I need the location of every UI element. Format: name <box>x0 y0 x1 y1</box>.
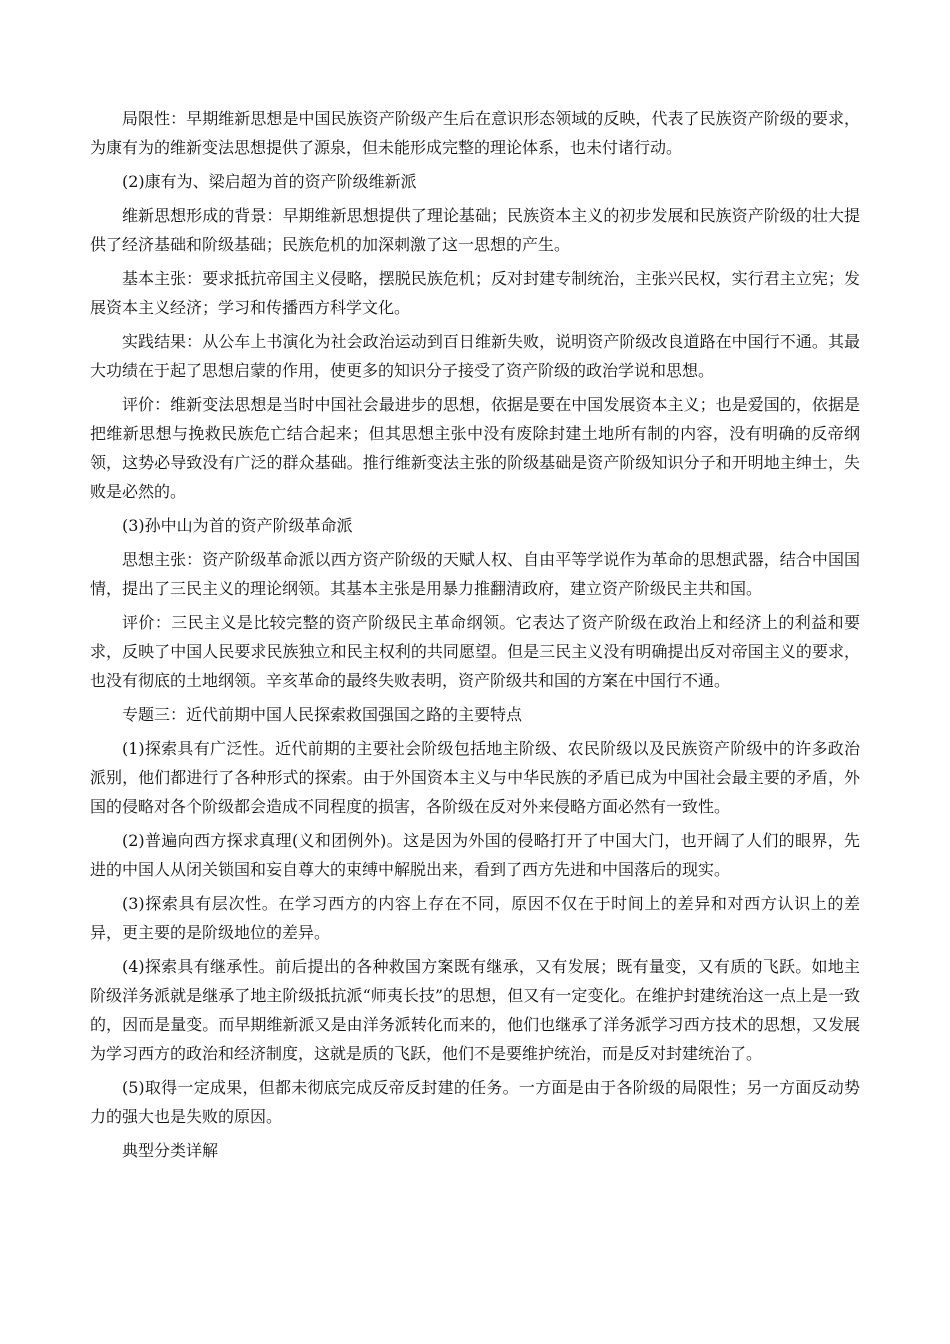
topic-three-heading: 专题三：近代前期中国人民探索救国强国之路的主要特点 <box>122 705 523 724</box>
feature-item-5: (5)取得一定成果，但都未彻底完成反帝反封建的任务。一方面是由于各阶级的局限性；另一方面反动势力的强大也是失败的原因。 <box>90 1078 860 1126</box>
paragraph-reform-evaluation: 评价：维新变法思想是当时中国社会最进步的思想，依据是要在中国发展资本主义；也是爱国的，依据是把维新思想与挽救民族危亡结合起来；但其思想主张中没有废除封建土地所有制的内容，没有明确的反帝纲领，这势必导致没有广泛的群众基础。推行维新变法主张的阶级基础是资产阶级知识分子和开明地主绅士，失败是必然的。 <box>90 395 860 501</box>
feature-item-4: (4)探索具有继承性。前后提出的各种救国方案既有继承，又有发展；既有量变，又有质的飞跃。如地主阶级洋务派就是继承了地主阶级抵抗派“师夷长技”的思想，但又有一定变化。在维护封建统治这一点上是一致的，因而是量变。而早期维新派又是由洋务派转化而来的，他们也继承了洋务派学习西方技术的思想，又发展为学习西方的政治和经济制度，这就是质的飞跃，他们不是要维护统治，而是反对封建统治了。 <box>90 957 860 1063</box>
section-heading-typical-examples: 典型分类详解 <box>122 1141 219 1160</box>
paragraph-practice-result: 实践结果：从公车上书演化为社会政治运动到百日维新失败，说明资产阶级改良道路在中国行不通。其最大功绩在于起了思想启蒙的作用，使更多的知识分子接受了资产阶级的政治学说和思想。 <box>90 332 860 380</box>
paragraph-reform-background: 维新思想形成的背景：早期维新思想提供了理论基础；民族资本主义的初步发展和民族资产阶级的壮大提供了经济基础和阶级基础；民族危机的加深刺激了这一思想的产生。 <box>90 206 860 254</box>
feature-item-3: (3)探索具有层次性。在学习西方的内容上存在不同，原因不仅在于时间上的差异和对西方认识上的差异，更主要的是阶级地位的差异。 <box>90 894 860 942</box>
paragraph-revolution-evaluation: 评价：三民主义是比较完整的资产阶级民主革命纲领。它表达了资产阶级在政治上和经济上的利益和要求，反映了中国人民要求民族独立和民主权利的共同愿望。但是三民主义没有明确提出反对帝国主义的要求，也没有彻底的土地纲领。辛亥革命的最终失败表明，资产阶级共和国的方案在中国行不通。 <box>90 613 860 690</box>
feature-item-2: (2)普遍向西方探求真理(义和团例外)。这是因为外国的侵略打开了中国大门，也开阔了人们的眼界，先进的中国人从闭关锁国和妄自尊大的束缚中解脱出来，看到了西方先进和中国落后的现实。 <box>90 831 860 879</box>
subheading-reformists: (2)康有为、梁启超为首的资产阶级维新派 <box>122 172 417 191</box>
paragraph-revolution-ideas: 思想主张：资产阶级革命派以西方资产阶级的天赋人权、自由平等学说作为革命的思想武器，结合中国国情，提出了三民主义的理论纲领。其基本主张是用暴力推翻清政府，建立资产阶级民主共和国。 <box>90 550 860 598</box>
paragraph-limitation: 局限性：早期维新思想是中国民族资产阶级产生后在意识形态领域的反映，代表了民族资产阶级的要求，为康有为的维新变法思想提供了源泉，但未能形成完整的理论体系，也未付诸行动。 <box>90 109 860 157</box>
subheading-revolutionaries: (3)孙中山为首的资产阶级革命派 <box>122 516 353 535</box>
feature-item-1: (1)探索具有广泛性。近代前期的主要社会阶级包括地主阶级、农民阶级以及民族资产阶级中的许多政治派别，他们都进行了各种形式的探索。由于外国资本主义与中华民族的矛盾已成为中国社会最主要的矛盾，外国的侵略对各个阶级都会造成不同程度的损害，各阶级在反对外来侵略方面必然有一致性。 <box>90 739 860 816</box>
paragraph-basic-claims: 基本主张：要求抵抗帝国主义侵略，摆脱民族危机；反对封建专制统治，主张兴民权，实行君主立宪；发展资本主义经济；学习和传播西方科学文化。 <box>90 269 860 317</box>
